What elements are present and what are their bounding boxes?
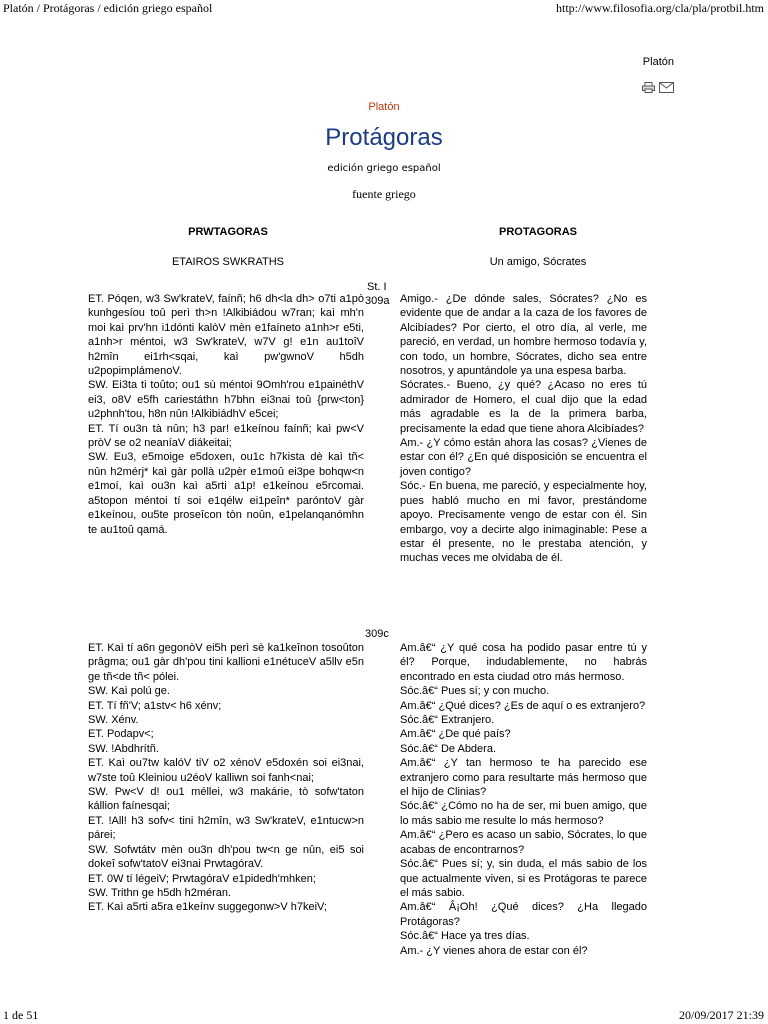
- right-column-subheading: Un amigo, Sócrates: [489, 256, 587, 268]
- greek-paragraph: SW. Eu3, e5moige e5doxen, ou1c h7kista dè kaì tñ< nûn h2mérj* kaì gàr pollà u2pèr e1moû ei3pe bohqw<n e1moí, kaì ou3n kaì a5rti a1p! e1keínou e5rcomai. a5topon méntoi tí soi e1qélw ei1peîn* paróntoV gàr e1keínou, ou5te proseîcon tòn noûn, e1pelanqanómhn te au1toû qamá.: [88, 451, 364, 536]
- greek-paragraph: ET. !All! h3 sofv< tini h2mîn, w3 Sw'krateV, e1ntucw>n párei;: [88, 814, 364, 842]
- print-timestamp: 20/09/2017 21:39: [678, 1008, 764, 1022]
- print-header-url: http://www.filosofia.org/cla/pla/protbil.htm: [556, 1, 764, 15]
- printer-icon[interactable]: [642, 80, 655, 98]
- page-counter: 1 de 51: [3, 1008, 39, 1022]
- author-name: Platón: [368, 101, 400, 113]
- source-link[interactable]: fuente griego: [352, 187, 416, 201]
- left-column-heading: PRWTAGORAS: [188, 226, 268, 238]
- spanish-paragraph: Amigo.- ¿De dónde sales, Sócrates? ¿No es evidente que de andar a la caza de los favores de Alcibíades? Por cierto, el otro día, al verle, me pareció, en verdad, un hombre hermoso todavía y, con todo, un hombre, Sócrates, dicho sea entre nosotros, y apuntándole ya una espesa barba.: [400, 293, 647, 378]
- greek-paragraph: SW. Ei3ta ti toûto; ou1 sù méntoi 9Omh'rou e1painéthV ei3, o8V e5fh cariestáthn h7bhn ei3nai toû {prw<ton} u2phnh'tou, h8n nûn !AlkibiádhV e5cei;: [88, 379, 364, 421]
- page-subtitle: edición griego español: [327, 163, 441, 174]
- spanish-paragraph: Sóc.â€“ ¿Cómo no ha de ser, mi buen amigo, que lo más sabio me resulte lo más hermoso?: [400, 800, 647, 827]
- left-column-subheading: ETAIROS SWKRATHS: [171, 256, 285, 268]
- greek-paragraph: ET. Kaì ou7tw kalóV tiV o2 xénoV e5doxén soi ei3nai, w7ste toû Kleiniou u2éoV kalliwn soi fanh<nai;: [88, 757, 364, 784]
- greek-paragraph: SW. Sofwtátv mèn ou3n dh'pou tw<n ge nûn, ei5 soi dokeî sofw'tatoV ei3nai PrwtagóraV.: [88, 843, 364, 871]
- greek-text-section-1: [88, 292, 364, 537]
- spanish-paragraph: Am.- ¿Y vienes ahora de estar con él?: [400, 944, 588, 957]
- greek-paragraph: SW. Kaì polú ge.: [88, 685, 170, 698]
- spanish-paragraph: Sóc.â€“ Pues sí; y con mucho.: [400, 685, 550, 698]
- greek-paragraph: ET. Tí ou3n tà nûn; h3 par! e1keínou faínñ; kaì pw<V pròV se o2 neaníaV diákeitai;: [88, 422, 364, 450]
- spanish-paragraph: Am.- ¿Y cómo están ahora las cosas? ¿Vienes de estar con él? ¿En qué disposición se encuentra el joven contigo?: [400, 437, 647, 478]
- spanish-paragraph: Am.â€“ ¿Pero es acaso un sabio, Sócrates, lo que acabas de encontrarnos?: [400, 829, 647, 856]
- greek-paragraph: ET. Kaì a5rti a5ra e1keínv suggegonw>V h7keiV;: [88, 901, 327, 914]
- mail-icon[interactable]: [659, 80, 674, 98]
- spanish-paragraph: Sócrates.- Bueno, ¿y qué? ¿Acaso no eres tú admirador de Homero, el cual dijo que la edad más agradable es la de la primera barba, precisamente la edad que tiene ahora Alcibíades?: [400, 379, 647, 435]
- greek-paragraph: SW. !Abdhrítñ.: [88, 742, 159, 755]
- spanish-paragraph: Am.â€“ ¿Y qué cosa ha podido pasar entre tú y él? Porque, indudablemente, no habrás encontrado en esta ciudad otro más hermoso.: [400, 642, 647, 683]
- print-header-title: Platón / Protágoras / edición griego español: [3, 1, 213, 15]
- print-header: [0, 0, 768, 16]
- spanish-paragraph: Am.â€“ ¿Qué dices? ¿Es de aquí o es extranjero?: [400, 699, 646, 712]
- page-tools: [642, 80, 674, 98]
- print-footer: [0, 1006, 768, 1022]
- spanish-paragraph: Sóc.â€“ De Abdera.: [400, 742, 497, 755]
- section-marker-309a: 309a: [365, 295, 390, 307]
- spanish-paragraph: Am.â€“ ¿De qué país?: [400, 728, 511, 741]
- spanish-paragraph: Am.â€“ Â¡Oh! ¿Qué dices? ¿Ha llegado Protágoras?: [400, 901, 647, 928]
- spanish-paragraph: Sóc.â€“ Hace ya tres días.: [400, 930, 530, 943]
- greek-paragraph: ET. Kaì tí a6n gegonòV ei5h perì sè ka1keînon tosoûton prâgma; ou1 gàr dh'pou tini kallioni e1nétuceV a5llv e5n ge tñ<de tñ< pólei.: [88, 642, 364, 683]
- spanish-text-section-2: [400, 641, 647, 958]
- greek-paragraph: SW. Pw<V d! ou1 méllei, w3 makárie, tò sofw'taton kállion faínesqai;: [88, 786, 364, 813]
- greek-paragraph: SW. Trithn ge h5dh h2méran.: [88, 886, 232, 899]
- greek-paragraph: SW. Xénv.: [88, 714, 139, 727]
- author-link[interactable]: Platón: [642, 56, 674, 68]
- greek-paragraph: ET. Tí fñ'V; a1stv< h6 xénv;: [88, 699, 222, 712]
- greek-paragraph: ET. 0W tí légeiV; PrwtagóraV e1pidedh'mhken;: [88, 872, 316, 885]
- spanish-paragraph: Am.â€“ ¿Y tan hermoso te ha parecido ese extranjero como para resultarte más hermoso que el hijo de Clinias?: [400, 757, 647, 799]
- spanish-paragraph: Sóc.- En buena, me pareció, y especialmente hoy, pues habló mucho en mi favor, prestándome apoyo. Precisamente vengo de estar con él. Sin embargo, voy a decirte algo inimaginable: Pese a estar él presente, no le prestaba atención, y muchas veces me olvidaba de él.: [400, 480, 647, 565]
- spanish-text-section-1: [400, 292, 647, 566]
- page-title: Protágoras: [325, 124, 443, 151]
- section-marker-309c: 309c: [365, 628, 389, 640]
- greek-paragraph: ET. Podapv<;: [88, 728, 154, 741]
- spanish-paragraph: Sóc.â€“ Pues sí; y, sin duda, el más sabio de los que actualmente viven, si es Protágoras te parece el más sabio.: [400, 858, 647, 899]
- right-column-heading: PROTAGORAS: [498, 226, 578, 238]
- spanish-paragraph: Sóc.â€“ Extranjero.: [400, 714, 495, 727]
- greek-text-section-2: [88, 641, 364, 915]
- stephanus-marker: St. I: [367, 281, 387, 293]
- greek-paragraph: ET. Póqen, w3 Sw'krateV, faínñ; h6 dh<la dh> o7ti a1pò kunhgesíou toû perì th>n !Alkibiádou w7ran; kaì mh'n moi kaì prv'hn i1dónti kalòV mèn e1faíneto a1nh>r e5ti, a1nh>r méntoi, w3 Sw'krateV, w7V g! e1n au1toîV h2mîn ei1rh<sqai, kaì pw'gwnoV h5dh u2popimplámenoV.: [88, 293, 364, 378]
